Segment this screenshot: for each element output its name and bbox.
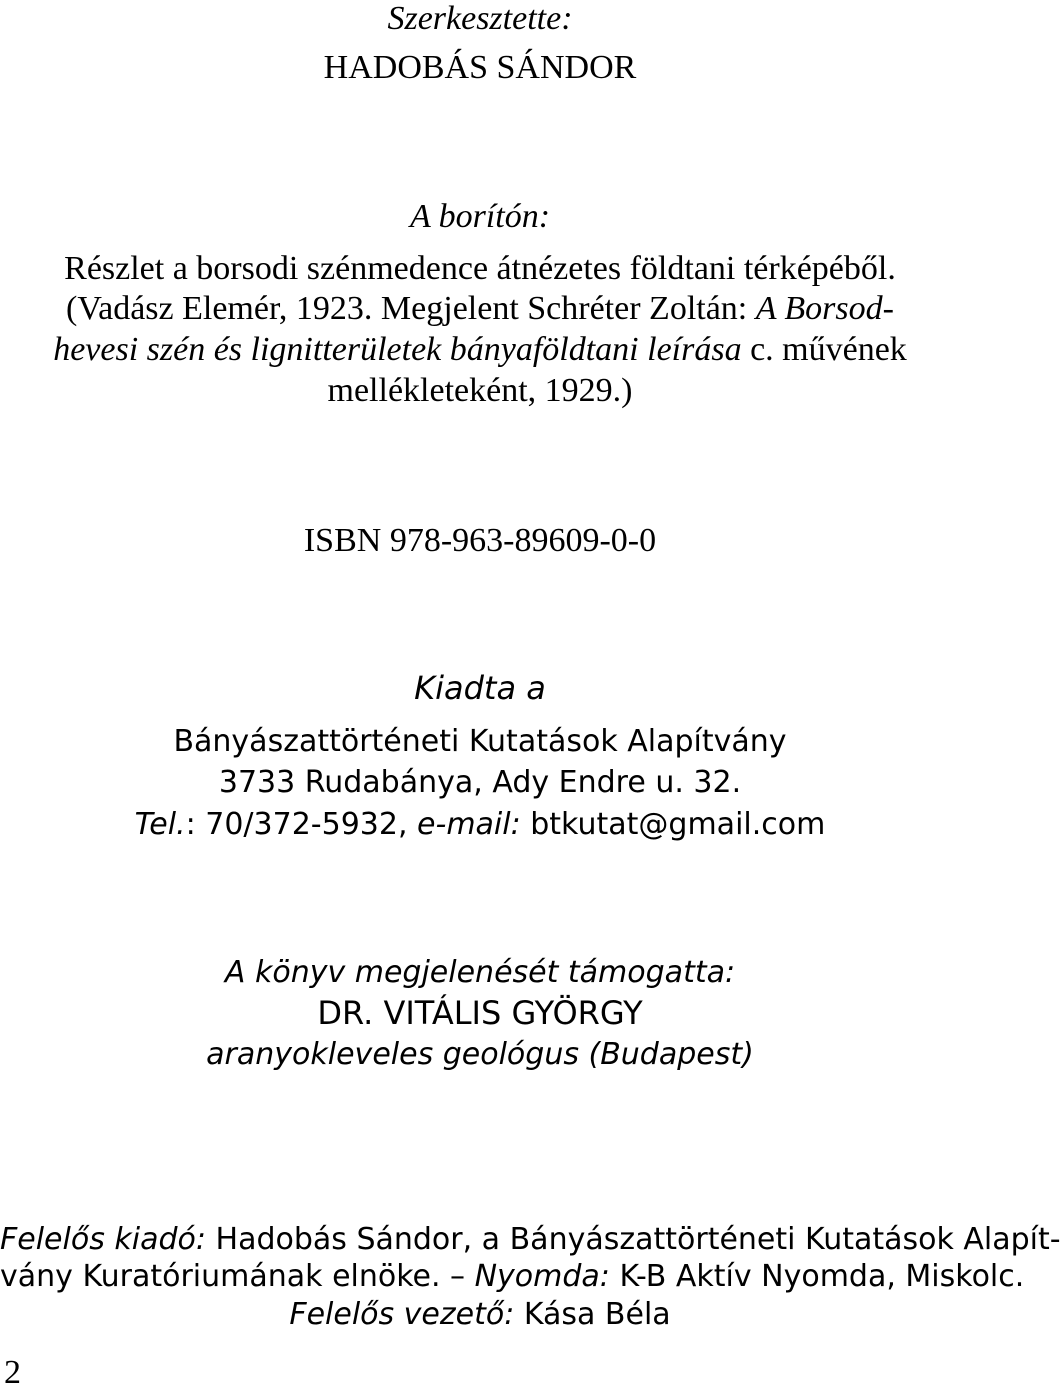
printer-text: K-B Aktív Nyomda, Miskolc.	[609, 1259, 1025, 1294]
manager-text: Kása Béla	[514, 1297, 671, 1332]
email-value: btkutat@gmail.com	[520, 807, 826, 842]
cover-book-title-part-1: A Borsod-	[755, 290, 894, 327]
cover-line-4: mellékleteként, 1929.)	[327, 372, 633, 409]
email-label: e-mail:	[417, 807, 521, 842]
cover-line-2-text: (Vadász Elemér, 1923. Megjelent Schréter Zoltán:	[66, 290, 756, 327]
cover-line-3	[0, 333, 960, 367]
sponsor-title: aranyokleveles geológus (Budapest)	[206, 1037, 754, 1072]
tel-value: : 70/372-5932,	[185, 807, 418, 842]
responsible-publisher-label: Felelős kiadó:	[0, 1222, 206, 1257]
cover-line-1: Részlet a borsodi szénmedence átnézetes földtani térképéből.	[64, 250, 896, 287]
responsible-publisher-text: Hadobás Sándor, a Bányászattörténeti Kutatások Alapít-	[205, 1222, 1061, 1257]
isbn: ISBN 978-963-89609-0-0	[303, 522, 657, 559]
sponsor-label: A könyv megjelenését támogatta:	[224, 955, 736, 990]
publisher-name: Bányászattörténeti Kutatások Alapítvány	[173, 724, 787, 759]
cover-line-2	[0, 292, 960, 326]
cover-book-title-part-2: hevesi szén és lignitterületek bányaföldtani leírása	[53, 331, 742, 368]
printer-label: Nyomda:	[474, 1259, 610, 1294]
publisher-contact	[0, 807, 960, 842]
imprint-line-3	[0, 1297, 960, 1332]
responsible-publisher-text-2: vány Kuratóriumának elnöke. –	[0, 1259, 475, 1294]
editor-name: HADOBÁS SÁNDOR	[323, 49, 637, 86]
imprint-line-1	[0, 1222, 1061, 1257]
publisher-label: Kiadta a	[414, 669, 546, 707]
manager-label: Felelős vezető:	[289, 1297, 515, 1332]
editor-label: Szerkesztette:	[387, 0, 573, 37]
page-number: 2	[4, 1354, 21, 1391]
publisher-address: 3733 Rudabánya, Ady Endre u. 32.	[218, 765, 742, 800]
cover-label: A borítón:	[409, 198, 551, 235]
imprint-line-2	[0, 1259, 1025, 1294]
cover-line-3-text: c. művének	[741, 331, 907, 368]
tel-label: Tel.	[134, 807, 186, 842]
sponsor-name: DR. VITÁLIS GYÖRGY	[317, 994, 643, 1032]
